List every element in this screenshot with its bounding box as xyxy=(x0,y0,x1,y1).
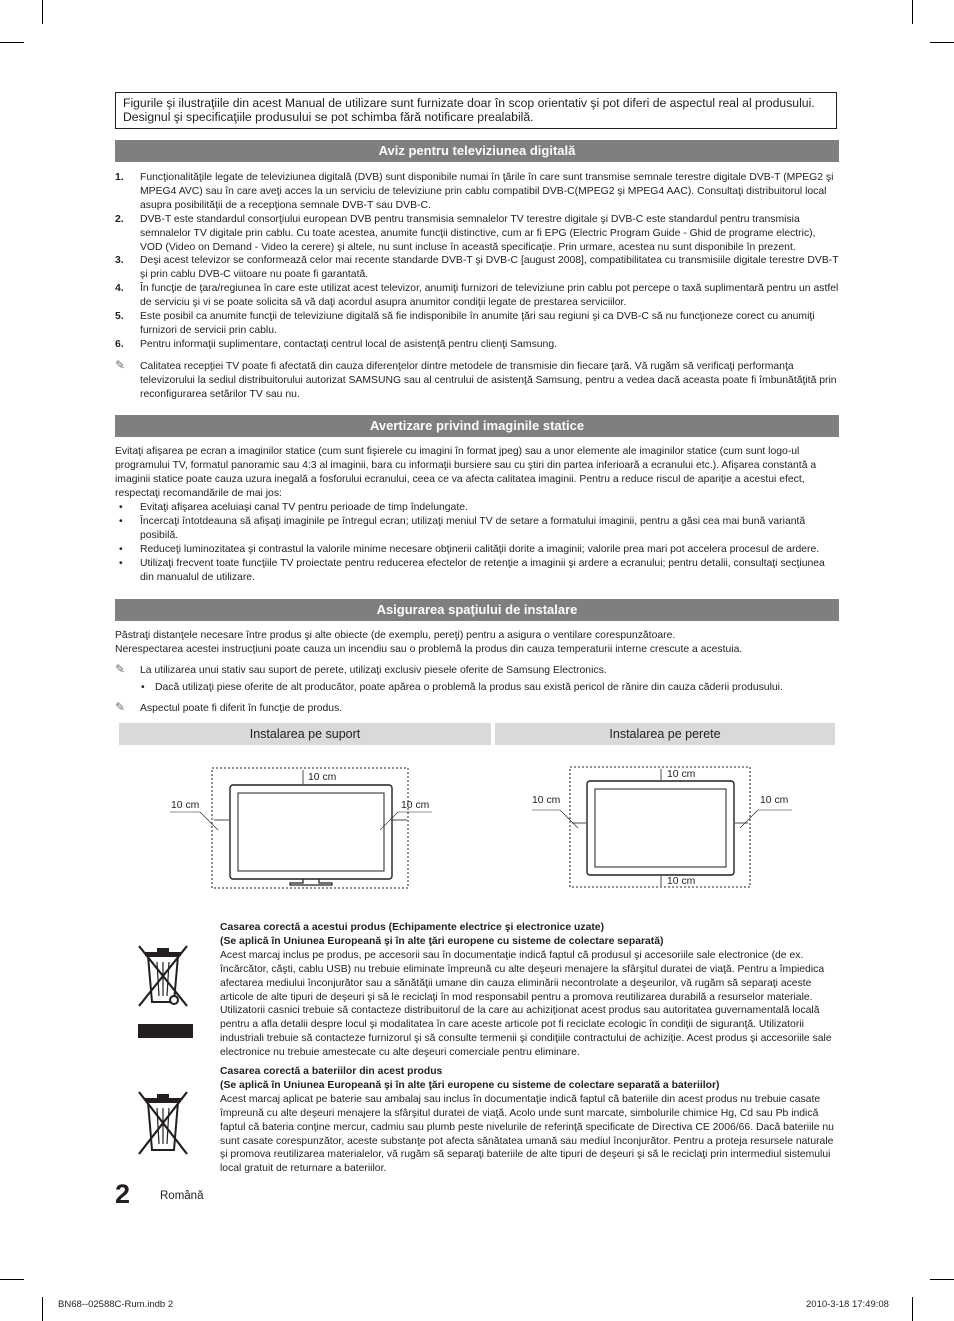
stand-install-header: Instalarea pe suport xyxy=(119,723,491,745)
installation-para-1: Păstraţi distanţele necesare între produs şi alte obiecte (de exemplu, pereţi) pentru a asigura o ventilare corespunzătoare. xyxy=(115,630,676,641)
battery-bin-icon xyxy=(133,1086,193,1161)
section-title-installation-space: Asigurarea spaţiului de instalare xyxy=(115,599,839,621)
crop-mark xyxy=(0,1279,24,1280)
crop-mark xyxy=(42,1297,43,1321)
distance-left-label: 10 cm xyxy=(532,795,561,806)
disposal-battery-subtitle: (Se aplică în Uniunea Europeană şi în alte ţări europene cu sisteme de colectare separată a bateriilor) xyxy=(220,1079,720,1091)
page-language: Română xyxy=(160,1190,204,1202)
static-images-paragraph: Evitaţi afişarea pe ecran a imaginilor statice (cum sunt fişierele cu imagini în format jpeg) sau a unor elemente ale imaginilor statice (cum sunt logo-ul programului TV, formatul panoramic sau 4:3 al imaginii, bara cu informaţii bursiere sau cu ştiri din partea inferioară a ecranului etc.). Afişarea constantă a imaginii statice poate cauza uzura inegală a fosforului ecranului, ceea ce va afecta calitatea imaginii. Pentru a reduce riscul de apariţie a acestui efect, respectaţi recomandările de mai jos: xyxy=(115,446,817,499)
note-samsung-parts: ✎ La utilizarea unui stativ sau suport de perete, utilizaţi exclusiv piesele oferite de Samsung Electronics. xyxy=(115,662,607,676)
list-item: • Încercaţi întotdeauna să afişaţi imaginile pe întregul ecran; utilizaţi meniul TV de setare a formatului imaginii, pentru a găsi cea mai bună variantă posibilă. xyxy=(115,515,839,543)
note-pencil-icon: ✎ xyxy=(115,662,126,676)
note-other-parts: • Dacă utilizaţi piese oferite de alt producător, poate apărea o problemă la produs sau există pericol de rănire din cauza căderii produsului. xyxy=(141,682,783,693)
wall-install-header: Instalarea pe perete xyxy=(495,723,835,745)
installation-para-2: Nerespectarea acestei instrucţiuni poate cauza un incendiu sau o problemă la produs din cauza temperaturii interne crescute a acestuia. xyxy=(115,644,743,655)
list-item: • Evitaţi afişarea aceluiaşi canal TV pentru perioade de timp îndelungate. xyxy=(115,501,839,515)
list-item: 1. Funcţionalităţile legate de televiziunea digitală (DVB) sunt disponibile numai în ţările în care sunt transmise semnale terestre digitale DVB-T (MPEG2 şi MPEG4 AVC) sau în care aveţi acces la un serviciu de televiziune prin cablu compatibil DVB-C(MPEG2 şi MPEG4 AAC). Consultaţi distribuitorul local asupra posibilităţii de a recepţiona semnale DVB-T sau DVB-C. xyxy=(115,172,834,211)
list-item: 2. DVB-T este standardul consorţiului european DVB pentru transmisia semnalelor TV terestre digitale şi DVB-C este standardul pentru transmisia semnalelor TV digitale prin cablu. Cu toate acestea, anumite funcţii distinctive, cum ar fi EPG (Electric Program Guide - Ghid de programe electric), VOD (Video on Demand - Video la cerere) şi altele, nu sunt incluse în această specificaţie. Prin urmare, acestea nu sunt disponibile în prezent. xyxy=(115,213,816,253)
intro-notice: Figurile şi ilustraţiile din acest Manual de utilizare sunt furnizate doar în scop orientativ şi pot diferi de aspectul real al produsului. Designul şi specificaţiile produsului se pot schimba fără notificare prealabilă. xyxy=(115,92,837,129)
disposal-product-block xyxy=(220,921,834,1060)
disposal-battery-block xyxy=(220,1065,834,1176)
list-item: 5. Este posibil ca anumite funcţii de televiziune digitală să fie indisponibile în anumite ţări sau regiuni şi ca DVB-C să nu funcţioneze corect cu anumiţi furnizori de servicii prin cablu. xyxy=(115,311,815,336)
note-reception: ✎ Calitatea recepţiei TV poate fi afectată din cauza diferenţelor dintre metodele de transmisie din fiecare ţară. Vă rugăm să verificaţi performanţa televizorului la sediul distribuitorului autorizat SAMSUNG sau al centrului de asistenţă Samsung, pentru a vedea dacă aceasta poate fi îmbunătăţită prin reconfigurarea setărilor TV sau nu. xyxy=(115,358,837,400)
disposal-product-title: Casarea corectă a acestui produs (Echipamente electrice şi electronice uzate) xyxy=(220,922,605,933)
note-appearance: ✎ Aspectul poate fi diferit în funcţie de produs. xyxy=(115,700,343,714)
disposal-battery-title: Casarea corectă a bateriilor din acest produs xyxy=(220,1066,443,1077)
distance-bottom-label: 10 cm xyxy=(667,876,696,887)
crop-mark xyxy=(930,42,954,43)
list-item: 6. Pentru informaţii suplimentare, contactaţi centrul local de asistenţă pentru clienţi Samsung. xyxy=(115,338,557,350)
footer-date: 2010-3-18 17:49:08 xyxy=(806,1299,889,1310)
list-item: 4. În funcţie de ţara/regiunea în care este utilizat acest televizor, anumiţi furnizori de televiziune prin cablu pot percepe o taxă suplimentară pentru un astfel de serviciu şi vi se poate solicita să vă daţi acordul asupra anumitor condiţii legate de prestarea serviciilor. xyxy=(115,283,839,309)
section-title-digital-tv: Aviz pentru televiziunea digitală xyxy=(115,140,839,162)
weee-bin-icon xyxy=(133,940,193,1040)
note-pencil-icon: ✎ xyxy=(115,358,126,372)
page-number: 2 xyxy=(115,1179,131,1209)
footer-file: BN68--02588C-Rum.indb 2 xyxy=(58,1299,174,1310)
distance-right-label: 10 cm xyxy=(760,795,789,806)
disposal-product-subtitle: (Se aplică în Uniunea Europeană şi în alte ţări europene cu sisteme de colectare separată) xyxy=(220,935,664,947)
section-title-static-images: Avertizare privind imaginile statice xyxy=(115,415,839,437)
crop-mark xyxy=(912,1297,913,1321)
distance-top-label: 10 cm xyxy=(308,772,337,783)
crop-mark xyxy=(912,0,913,24)
disposal-battery-text: Acest marcaj aplicat pe baterie sau ambalaj sau inclus în documentaţie indică faptul că bateriile din acest produs nu trebuie casate împreună cu alte deşeuri menajere la sfârşitul duratei de viaţă. Acolo unde sunt marcate, simbolurile chimice Hg, Cd sau Pb indică faptul că bateria conţine mercur, cadmiu sau plumb peste nivelurile de referinţă specificate de Directiva CE 2006/66. Dacă bateriile nu sunt casate corespunzător, aceste substanţe pot afecta sănătatea umană sau mediul înconjurător. Pentru a proteja resursele naturale şi promova reutilizarea materialelor, vă rugăm să separaţi bateriile de alte tipuri de deşeuri şi să le reciclaţi prin intermediul sistemului local gratuit de returnare a bateriilor. xyxy=(220,1093,834,1175)
distance-top-label: 10 cm xyxy=(667,769,696,780)
crop-mark xyxy=(42,0,43,24)
crop-mark xyxy=(0,42,24,43)
crop-mark xyxy=(930,1279,954,1280)
list-item: • Reduceţi luminozitatea şi contrastul la valorile minime necesare obţinerii calităţii dorite a imaginii; valorile prea mari pot accelera procesul de ardere. xyxy=(115,543,839,557)
distance-left-label: 10 cm xyxy=(171,800,200,811)
disposal-product-text: Acest marcaj inclus pe produs, pe accesorii sau în documentaţie indică faptul că produsul şi accesoriile sale electronice (de ex. încărcător, căşti, cablu USB) nu trebuie eliminate împreună cu alte deşeuri menajere la sfârşitul duratei de viaţă. Pentru a împiedica afectarea mediului înconjurător sau a sănătăţii umane din cauza eliminării necontrolate a deşeurilor, vă rugăm să separaţi aceste articole de alte tipuri de deşeuri şi să le reciclaţi în mod responsabil pentru a promova reutilizarea durabilă a resurselor materiale. Utilizatorii casnici trebuie să contacteze distribuitorul de la care au achiziţionat acest produs sau autoritatea guvernamentală locală pentru a afla detalii despre locul şi modalitatea în care aceste articole pot fi reciclate ecologic în condiţii de siguranţă. Utilizatorii industriali trebuie să contacteze furnizorul şi să consulte termenii şi condiţiile contractului de achiziţie. Acest produs şi accesoriile sale electronice nu trebuie amestecate cu alte deşeuri comerciale pentru eliminare. xyxy=(220,949,832,1059)
note-pencil-icon: ✎ xyxy=(115,700,126,714)
list-item: • Utilizaţi frecvent toate funcţiile TV proiectate pentru reducerea efectelor de retenţie a imaginii şi ardere a ecranului; pentru detalii, consultaţi secţiunea din manualul de utilizare. xyxy=(115,557,839,585)
distance-right-label: 10 cm xyxy=(401,800,430,811)
digital-tv-list xyxy=(115,171,839,352)
list-item: 3. Deşi acest televizor se conformează celor mai recente standarde DVB-T şi DVB-C [august 2008], compatibilitatea cu transmisiile digitale terestre DVB-T şi prin cablu DVB-C viitoare nu poate fi garantată. xyxy=(115,255,839,281)
static-images-bullets xyxy=(115,501,839,584)
